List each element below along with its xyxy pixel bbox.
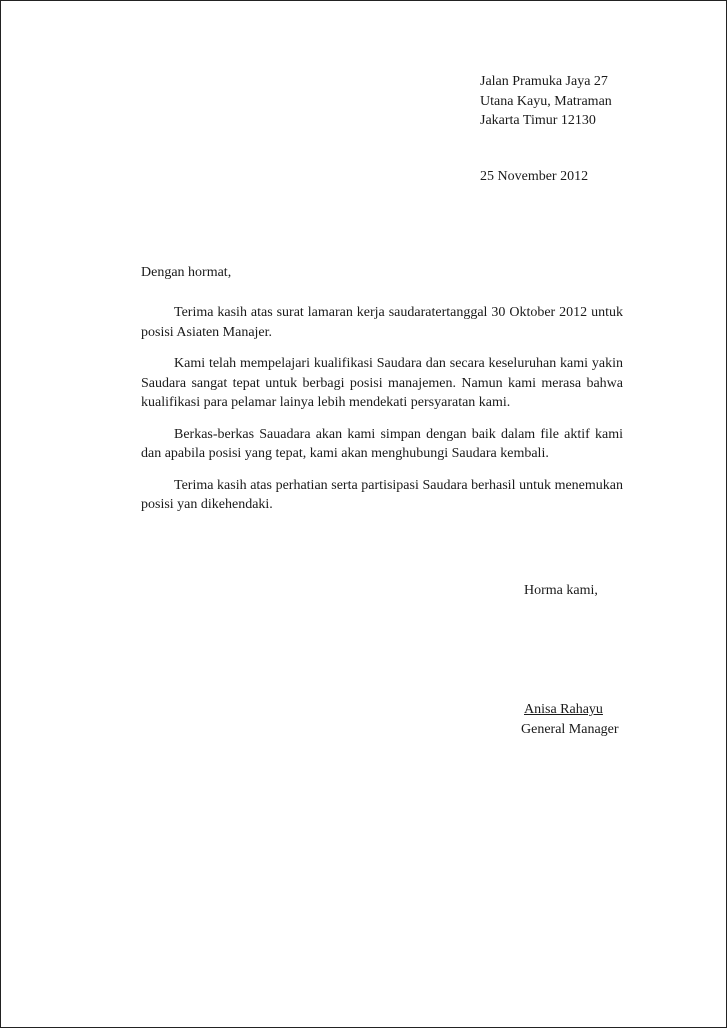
letter-date: 25 November 2012 — [480, 169, 589, 184]
sender-address — [480, 72, 612, 131]
signature-block — [521, 700, 619, 739]
body-paragraph-2: Kami telah mempelajari kualifikasi Saudara dan secara keseluruhan kami yakin Saudara sangat tepat untuk berbagi posisi manajemen. Namun kami merasa bahwa kualifikasi para pelamar lainya lebih mendekati persyaratan kami. — [141, 356, 623, 410]
closing: Horma kami, — [524, 583, 598, 598]
body-paragraph-3: Berkas-berkas Sauadara akan kami simpan dengan baik dalam file aktif kami dan apabila posisi yang tepat, kami akan menghubungi Saudara kembali. — [141, 426, 623, 461]
letter-body — [141, 303, 623, 527]
salutation: Dengan hormat, — [141, 265, 232, 280]
signer-title: General Manager — [521, 721, 619, 737]
address-line-3: Jakarta Timur 12130 — [480, 113, 596, 128]
address-line-1: Jalan Pramuka Jaya 27 — [480, 74, 608, 89]
signer-name: Anisa Rahayu — [524, 702, 603, 717]
address-line-2: Utana Kayu, Matraman — [480, 93, 612, 109]
body-paragraph-1: Terima kasih atas surat lamaran kerja saudaratertanggal 30 Oktober 2012 untuk posisi Asiaten Manajer. — [141, 305, 623, 340]
body-paragraph-4: Terima kasih atas perhatian serta partisipasi Saudara berhasil untuk menemukan posisi yan dikehendaki. — [141, 477, 623, 512]
